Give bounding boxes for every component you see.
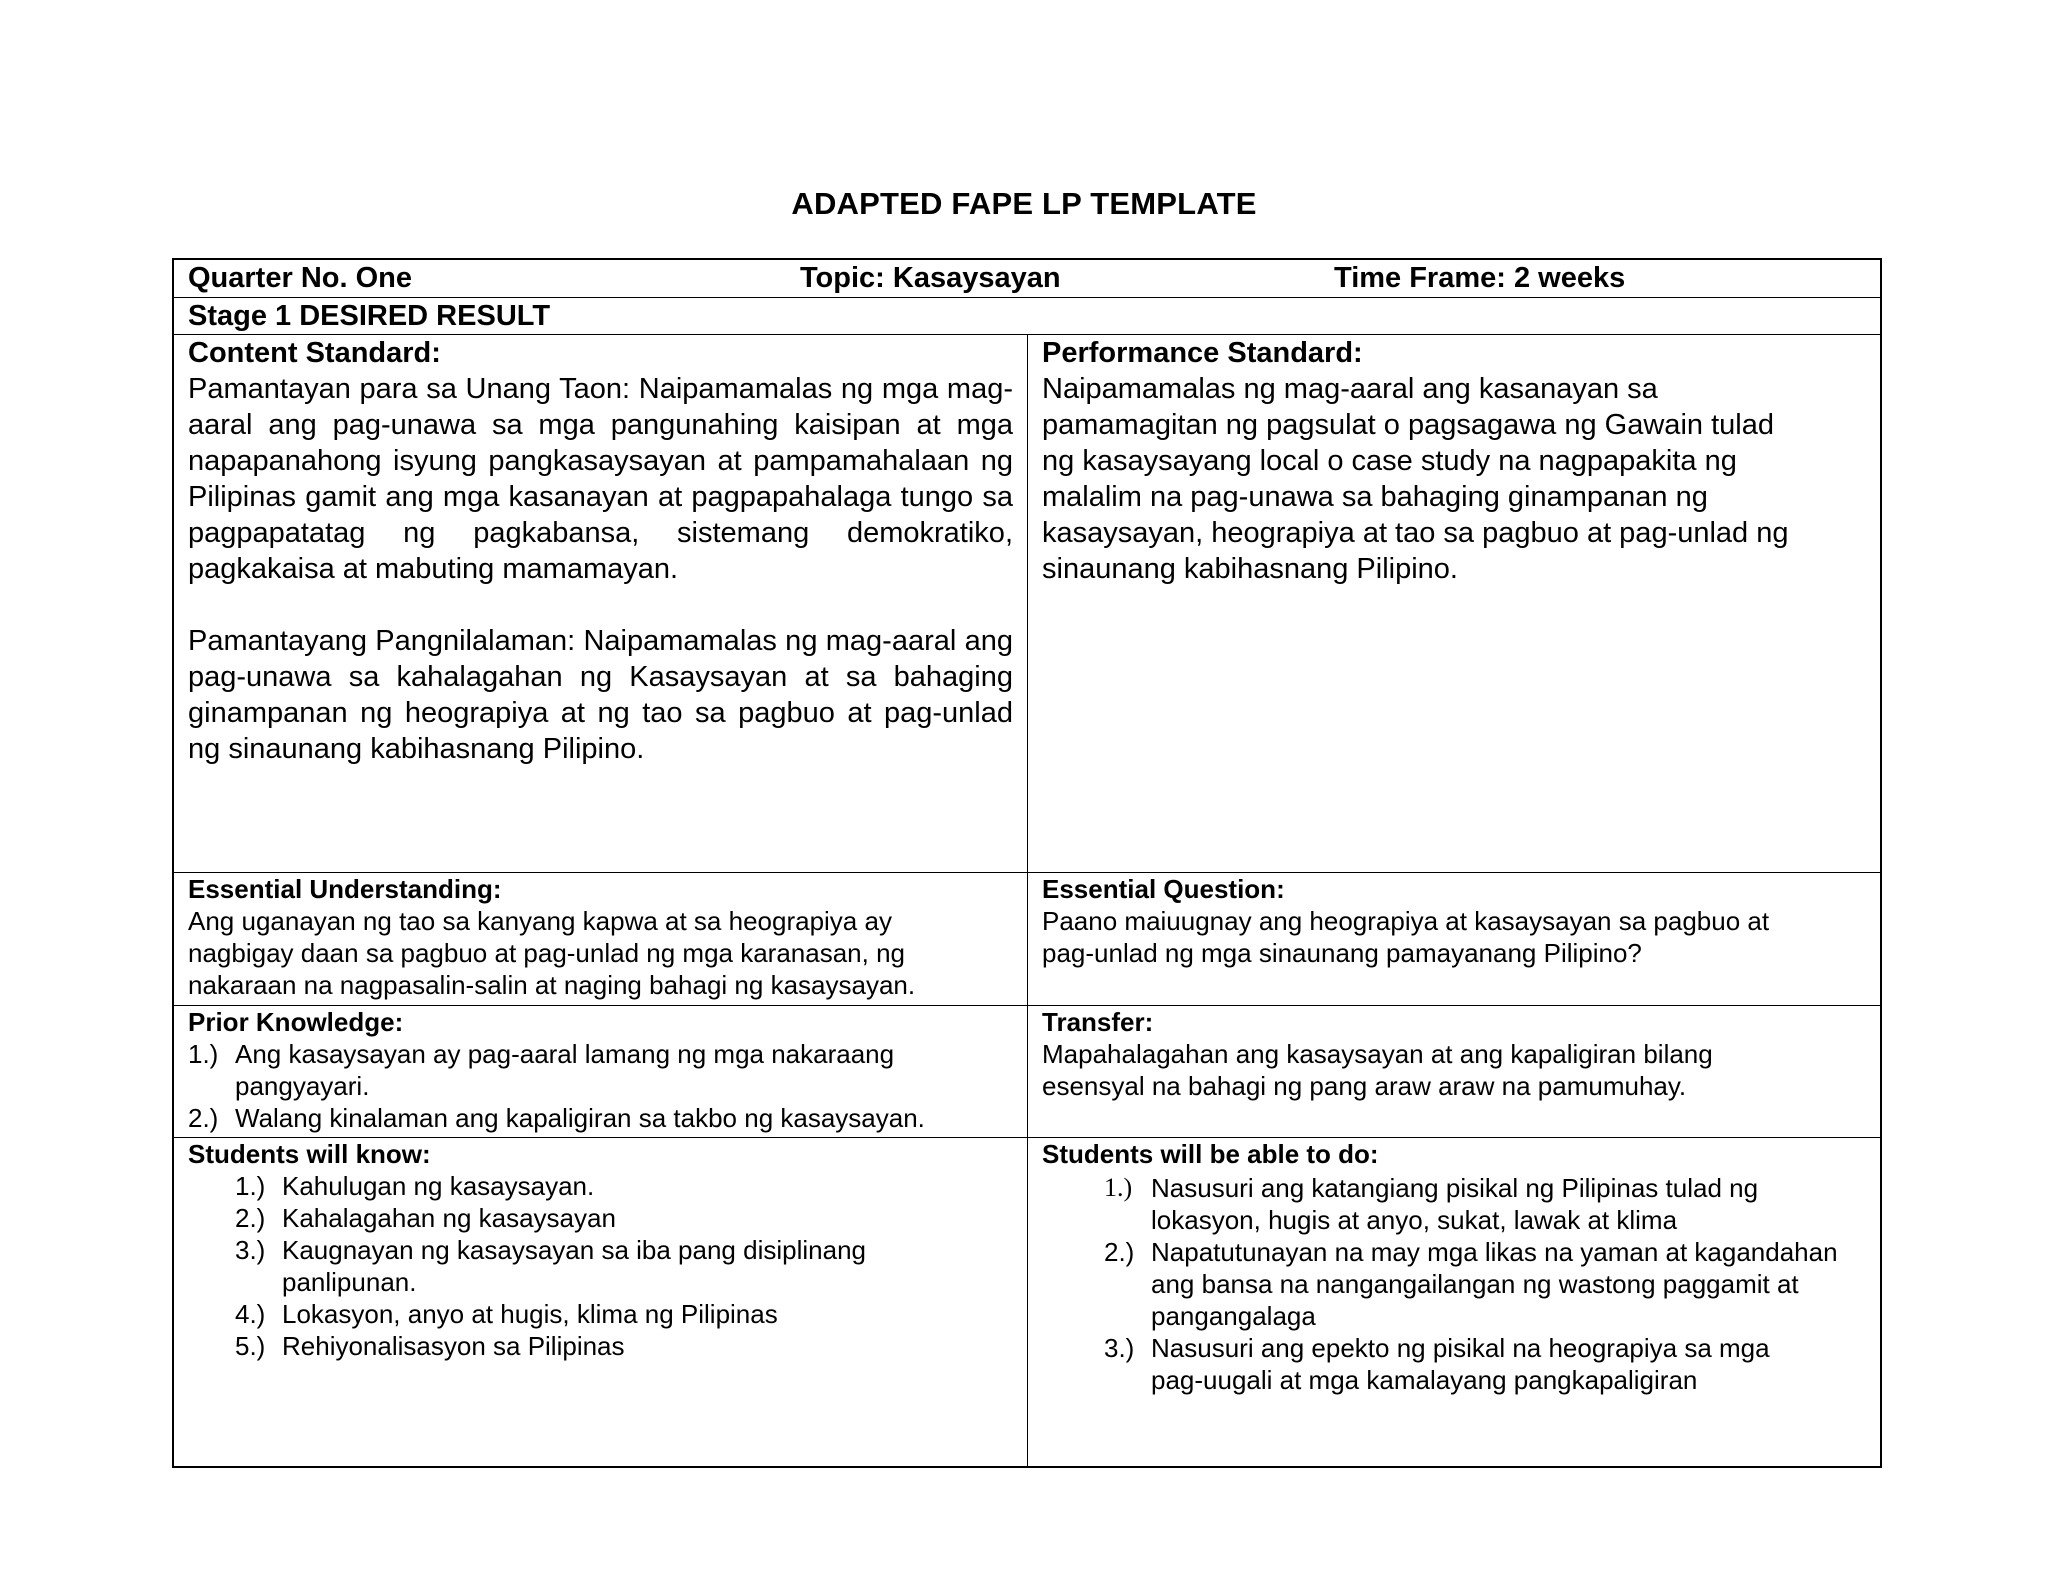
list-item	[1104, 1172, 1866, 1236]
prior-knowledge-label: Prior Knowledge:	[188, 1007, 404, 1037]
transfer-line: Mapahalagahan ang kasaysayan at ang kapaligiran bilang	[1042, 1039, 1713, 1069]
list-item	[235, 1234, 1013, 1298]
essential-understanding-label: Essential Understanding:	[188, 874, 502, 904]
lesson-plan-table	[172, 258, 1882, 1468]
item-text: Kaugnayan ng kasaysayan sa iba pang disiplinang panlipunan.	[282, 1235, 866, 1297]
performance-standard-line: sinaunang kabihasnang Pilipino.	[1042, 553, 1458, 585]
list-item	[235, 1170, 1013, 1202]
performance-standard-label: Performance Standard:	[1042, 337, 1363, 369]
students-do-cell	[1028, 1138, 1880, 1466]
students-know-list	[188, 1170, 1013, 1362]
students-row	[174, 1138, 1880, 1466]
content-standard-cell	[174, 335, 1028, 872]
essential-question-line: Paano maiuugnay ang heograpiya at kasaysayan sa pagbuo at	[1042, 906, 1770, 936]
item-number: 5.)	[235, 1331, 266, 1361]
performance-standard-line: kasaysayan, heograpiya at tao sa pagbuo at pag-unlad ng	[1042, 517, 1789, 549]
list-item	[1104, 1236, 1866, 1332]
transfer-label: Transfer:	[1042, 1007, 1154, 1037]
students-do-label: Students will be able to do:	[1042, 1139, 1379, 1169]
list-item	[235, 1330, 1013, 1362]
performance-standard-line: pamamagitan ng pagsulat o pagsagawa ng Gawain tulad	[1042, 409, 1774, 441]
item-text: Ang kasaysayan ay pag-aaral lamang ng mga nakaraang pangyayari.	[235, 1039, 895, 1101]
essential-question-cell	[1028, 873, 1880, 1005]
item-number: 2.)	[188, 1103, 219, 1133]
essential-understanding-line: nagbigay daan sa pagbuo at pag-unlad ng mga karanasan, ng	[188, 938, 906, 968]
list-item	[235, 1202, 1013, 1234]
item-text: Lokasyon, anyo at hugis, klima ng Pilipinas	[282, 1299, 778, 1329]
item-text: Nasusuri ang katangiang pisikal ng Pilipinas tulad ng lokasyon, hugis at anyo, sukat, lawak at klima	[1151, 1173, 1759, 1235]
students-do-list	[1104, 1172, 1866, 1396]
stage-label: Stage 1 DESIRED RESULT	[188, 300, 551, 332]
list-item	[1104, 1332, 1866, 1396]
item-text: Nasusuri ang epekto ng pisikal na heograpiya sa mga pag-uugali at mga kamalayang pangkapaligiran	[1151, 1333, 1770, 1395]
stage-row	[174, 298, 1880, 335]
quarter-label: Quarter No. One	[188, 262, 412, 294]
item-number: 4.)	[235, 1299, 266, 1329]
performance-standard-line: Naipamamalas ng mag-aaral ang kasanayan sa	[1042, 373, 1658, 405]
time-frame-label: Time Frame: 2 weeks	[1334, 262, 1626, 294]
essential-row	[174, 873, 1880, 1006]
prior-knowledge-list	[188, 1038, 1013, 1134]
essential-question-label: Essential Question:	[1042, 874, 1285, 904]
item-text: Napatutunayan na may mga likas na yaman at kagandahan ang bansa na nangangailangan ng wastong paggamit at pangangalaga	[1151, 1237, 1838, 1331]
header-row	[174, 260, 1880, 298]
essential-question-line: pag-unlad ng mga sinaunang pamayanang Pilipino?	[1042, 938, 1642, 968]
item-number: 1.)	[188, 1039, 219, 1069]
topic-label: Topic: Kasaysayan	[800, 262, 1061, 294]
essential-understanding-cell	[174, 873, 1028, 1005]
standards-row	[174, 335, 1880, 873]
document-title: ADAPTED FAPE LP TEMPLATE	[791, 186, 1257, 221]
list-item	[188, 1102, 1013, 1134]
item-number: 3.)	[1104, 1333, 1135, 1363]
prior-knowledge-row	[174, 1006, 1880, 1138]
content-standard-paragraph-1: Pamantayan para sa Unang Taon: Naipamamalas ng mga mag-aaral ang pag-unawa sa mga pangunahing kaisipan at mga napapanahong isyung pangkasaysayan at pampamahalaan ng Pilipinas gamit ang mga kasanayan at pagpapahalaga tungo sa pagpapatatag ng pagkabansa, sistemang demokratiko, pagkakaisa at mabuting mamamayan.	[188, 373, 1013, 585]
item-number: 2.)	[235, 1203, 266, 1233]
transfer-cell	[1028, 1006, 1880, 1137]
list-item	[188, 1038, 1013, 1102]
item-text: Walang kinalaman ang kapaligiran sa takbo ng kasaysayan.	[235, 1103, 925, 1133]
item-text: Kahulugan ng kasaysayan.	[282, 1171, 595, 1201]
list-item	[235, 1298, 1013, 1330]
performance-standard-line: ng kasaysayang local o case study na nagpapakita ng	[1042, 445, 1737, 477]
content-standard-paragraph-2: Pamantayang Pangnilalaman: Naipamamalas ng mag-aaral ang pag-unawa sa kahalagahan ng Kasaysayan at sa bahaging ginampanan ng heograpiya at ng tao sa pagbuo at pag-unlad ng sinaunang kabihasnang Pilipino.	[188, 625, 1013, 765]
item-text: Rehiyonalisasyon sa Pilipinas	[282, 1331, 625, 1361]
performance-standard-cell	[1028, 335, 1880, 872]
essential-understanding-line: Ang uganayan ng tao sa kanyang kapwa at sa heograpiya ay	[188, 906, 892, 936]
content-standard-label: Content Standard:	[188, 337, 441, 369]
essential-understanding-line: nakaraan na nagpasalin-salin at naging bahagi ng kasaysayan.	[188, 970, 916, 1000]
item-text: Kahalagahan ng kasaysayan	[282, 1203, 616, 1233]
item-number: 3.)	[235, 1235, 266, 1265]
students-know-cell	[174, 1138, 1028, 1466]
transfer-line: esensyal na bahagi ng pang araw araw na pamumuhay.	[1042, 1071, 1687, 1101]
students-know-label: Students will know:	[188, 1139, 431, 1169]
prior-knowledge-cell	[174, 1006, 1028, 1137]
performance-standard-line: malalim na pag-unawa sa bahaging ginampanan ng	[1042, 481, 1708, 513]
item-number: 1.)	[1104, 1173, 1133, 1202]
item-number: 1.)	[235, 1171, 266, 1201]
item-number: 2.)	[1104, 1237, 1135, 1267]
